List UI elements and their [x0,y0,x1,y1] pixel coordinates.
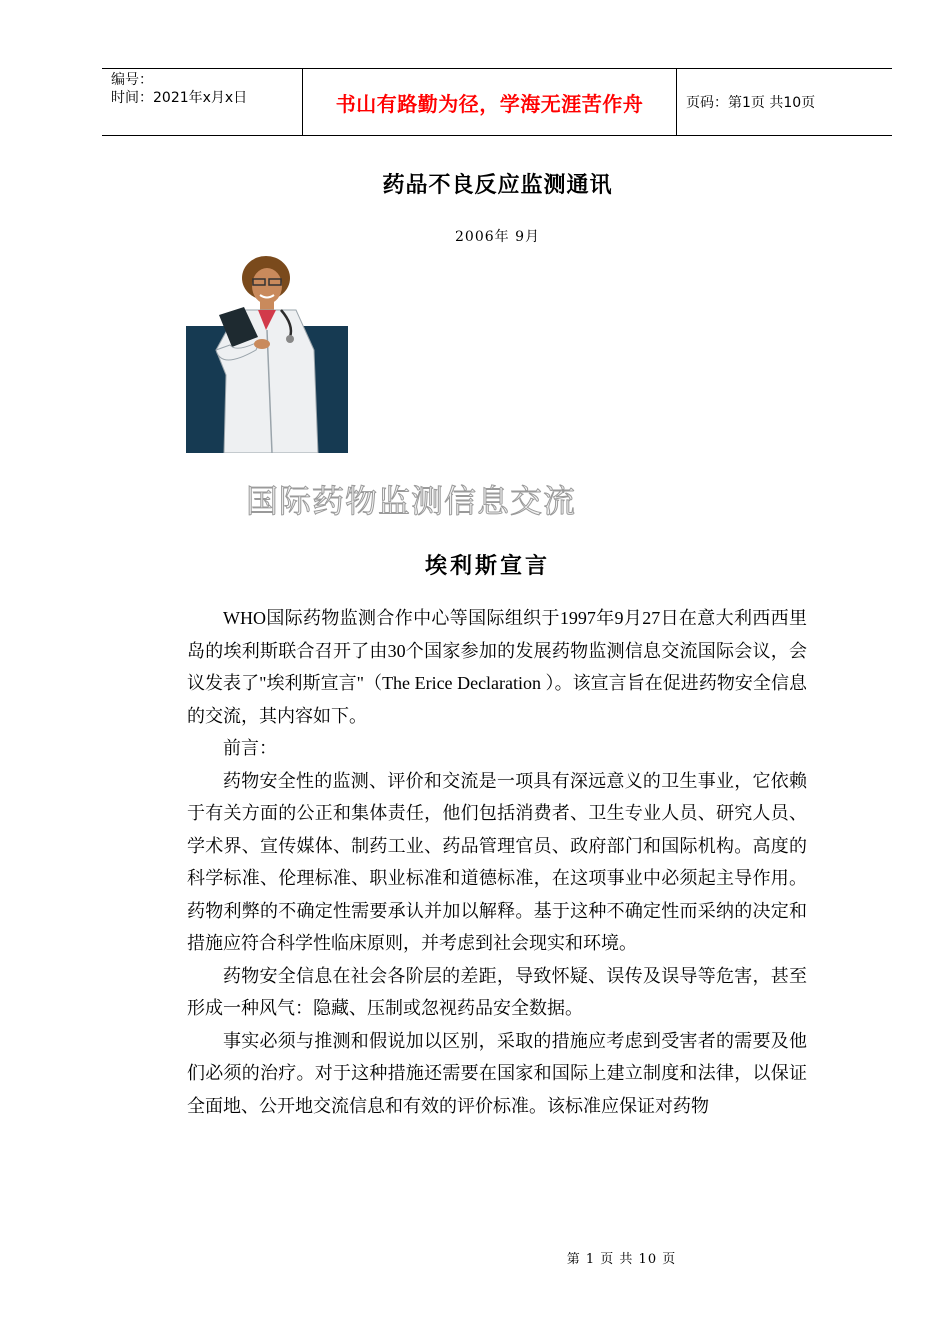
page-info: 页码：第1页 共10页 [686,95,816,111]
body-text [187,602,807,1122]
header-table [102,68,892,136]
wordart-heading: 国际药物监测信息交流 [246,482,577,520]
header-page-cell [677,69,892,135]
paragraph: 药物安全信息在社会各阶层的差距，导致怀疑、误传及误导等危害，甚至形成一种风气：隐藏、压制或忽视药品安全数据。 [187,965,807,1018]
time-label: 时间：2021年x月x日 [111,90,248,106]
paragraph: 前言： [223,738,277,758]
paragraph: 事实必须与推测和假说加以区别，采取的措施应考虑到受害者的需要及他们必须的治疗。对于这种措施还需要在国家和国际上建立制度和法律，以保证全面地、公开地交流信息和有效的评价标准。该标准应保证对药物 [187,1030,807,1116]
header-meta-cell [102,69,303,135]
paragraph: 药物安全性的监测、评价和交流是一项具有深远意义的卫生事业，它依赖于有关方面的公正和集体责任，他们包括消费者、卫生专业人员、研究人员、学术界、宣传媒体、制药工业、药品管理官员、政府部门和国际机构。高度的科学标准、伦理标准、职业标准和道德标准，在这项事业中必须起主导作用。药物利弊的不确定性需要承认并加以解释。基于这种不确定性而采纳的决定和措施应符合科学性临床原则，并考虑到社会现实和环境。 [187,770,807,953]
serial-label: 编号： [111,72,153,88]
issue-date: 2006年 9月 [455,229,540,245]
header-motto-cell [303,69,677,135]
section-title: 埃利斯宣言 [424,553,550,579]
paragraph: WHO国际药物监测合作中心等国际组织于1997年9月27日在意大利西西里岛的埃利斯联合召开了由30个国家参加的发展药物监测信息交流国际会议，会议发表了"埃利斯宣言"（The Erice Declaration ）。该宣言旨在促进药物安全信息的交流，其内容如下。 [187,608,807,726]
page-footer: 第 1 页 共 10 页 [566,1252,677,1267]
doctor-illustration [186,255,348,453]
motto-text: 书山有路勤为径，学海无涯苦作舟 [335,91,644,116]
page-title: 药品不良反应监测通讯 [382,172,613,198]
